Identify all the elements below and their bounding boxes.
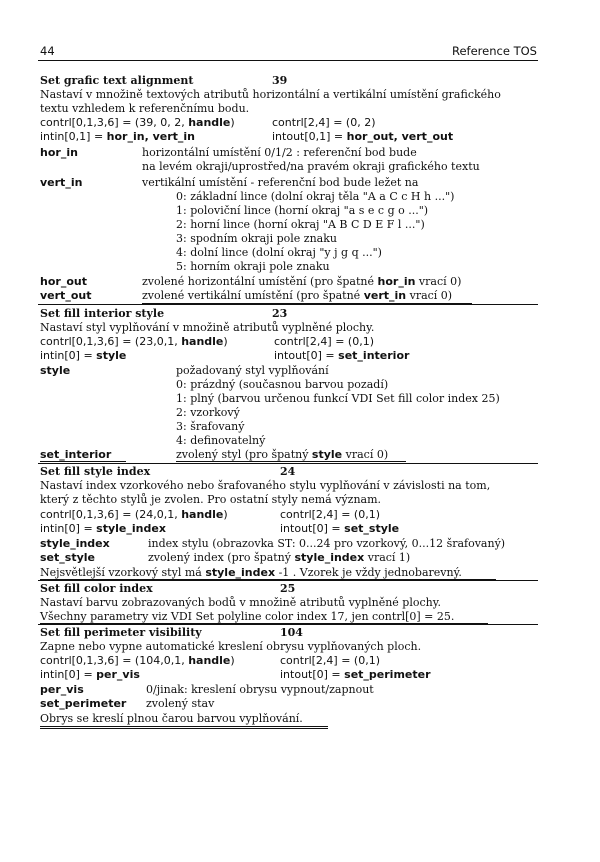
opcode: 104: [280, 626, 303, 639]
contrl-output: contrl[2,4] = (0,1): [280, 654, 381, 667]
param-desc: zvolené horizontální umístění (pro špatné hor_in vrací 0): [142, 275, 462, 288]
intout-line: intout[0,1] = hor_out, vert_out: [272, 130, 454, 143]
description-line: Všechny parametry viz VDI Set polyline color index 17, jen contrl[0] = 25.: [40, 610, 455, 623]
contrl-input: contrl[0,1,3,6] = (23,0,1, handle): [40, 335, 228, 348]
option-item: 2: horní lince (horní okraj "A B C D E F l ..."): [176, 218, 425, 231]
description-line: Zapne nebo vypne automatické kreslení obrysu vyplňovaných ploch.: [40, 640, 422, 653]
contrl-input: contrl[0,1,3,6] = (104,0,1, handle): [40, 654, 235, 667]
section-title: Set grafic text alignment: [40, 74, 194, 87]
contrl-output: contrl[2,4] = (0,1): [274, 335, 375, 348]
note-line: Obrys se kreslí plnou čarou barvou vyplňování.: [40, 712, 303, 725]
underline: [40, 726, 328, 727]
intout-line: intout[0] = set_interior: [274, 349, 410, 362]
opcode: 24: [280, 465, 296, 478]
option-item: 4: definovatelný: [176, 434, 266, 447]
section-title: Set fill color index: [40, 582, 153, 595]
intout-line: intout[0] = set_perimeter: [280, 668, 431, 681]
underline: [40, 728, 328, 729]
section-title: Set fill perimeter visibility: [40, 626, 202, 639]
option-item: 4: dolní lince (dolní okraj "y j g q ..."): [176, 246, 382, 259]
param-name: style_index: [40, 537, 110, 550]
option-item: 3: spodním okraji pole znaku: [176, 232, 337, 245]
description-line: který z těchto stylů je zvolen. Pro ostatní styly nemá význam.: [40, 493, 382, 506]
param-name: vert_out: [40, 289, 92, 302]
param-desc: na levém okraji/uprostřed/na pravém okraji grafického textu: [142, 160, 480, 173]
option-item: 1: plný (barvou určenou funkcí VDI Set fill color index 25): [176, 392, 500, 405]
param-name: hor_out: [40, 275, 87, 288]
contrl-output: contrl[2,4] = (0, 2): [272, 116, 376, 129]
param-desc: horizontální umístění 0/1/2 : referenční bod bude: [142, 146, 417, 159]
section-rule: [38, 580, 538, 581]
contrl-input: contrl[0,1,3,6] = (39, 0, 2, handle): [40, 116, 235, 129]
contrl-output: contrl[2,4] = (0,1): [280, 508, 381, 521]
param-name: per_vis: [40, 683, 84, 696]
param-name: vert_in: [40, 176, 83, 189]
opcode: 23: [272, 307, 288, 320]
param-desc: 0/jinak: kreslení obrysu vypnout/zapnout: [146, 683, 374, 696]
intin-line: intin[0] = per_vis: [40, 668, 140, 681]
param-desc: vertikální umístění - referenční bod bude ležet na: [142, 176, 419, 189]
intout-line: intout[0] = set_style: [280, 522, 400, 535]
param-desc: zvolený styl (pro špatný style vrací 0): [176, 448, 389, 461]
intin-line: intin[0] = style: [40, 349, 127, 362]
option-item: 0: prázdný (současnou barvou pozadí): [176, 378, 389, 391]
description-line: Nastaví v množině textových atributů horizontální a vertikální umístění grafického: [40, 88, 501, 101]
param-desc: zvolené vertikální umístění (pro špatné vert_in vrací 0): [142, 289, 453, 302]
underline: [40, 461, 126, 462]
param-desc: zvolený index (pro špatný style_index vrací 1): [148, 551, 411, 564]
option-item: 2: vzorkový: [176, 406, 240, 419]
param-desc: index stylu (obrazovka ST: 0...24 pro vzorkový, 0...12 šrafovaný): [148, 537, 506, 550]
section-rule: [38, 304, 538, 305]
param-name: style: [40, 364, 71, 377]
param-name: set_interior: [40, 448, 112, 461]
option-item: 1: poloviční lince (horní okraj "a s e c g o ..."): [176, 204, 429, 217]
description-line: Nastaví barvu zobrazovaných bodů v množině atributů vyplněné plochy.: [40, 596, 441, 609]
header-rule: [38, 60, 538, 61]
param-name: hor_in: [40, 146, 78, 159]
option-item: 0: základní lince (dolní okraj těla "A a C c H h ..."): [176, 190, 455, 203]
intin-line: intin[0] = style_index: [40, 522, 166, 535]
note-line: Nejsvětlejší vzorkový styl má style_index -1 . Vzorek je vždy jednobarevný.: [40, 566, 462, 579]
contrl-input: contrl[0,1,3,6] = (24,0,1, handle): [40, 508, 228, 521]
description-line: Nastaví styl vyplňování v množině atributů vyplněné plochy.: [40, 321, 375, 334]
underline: [176, 461, 406, 462]
section-title: Set fill interior style: [40, 307, 165, 320]
param-name: set_style: [40, 551, 95, 564]
param-desc: zvolený stav: [146, 697, 215, 710]
section-rule: [38, 463, 538, 464]
option-item: 3: šrafovaný: [176, 420, 245, 433]
param-name: set_perimeter: [40, 697, 127, 710]
param-desc: požadovaný styl vyplňování: [176, 364, 329, 377]
opcode: 25: [280, 582, 296, 595]
opcode: 39: [272, 74, 288, 87]
description-line: Nastaví index vzorkového nebo šrafovaného stylu vyplňování v závislosti na tom,: [40, 479, 491, 492]
description-line: textu vzhledem k referenčnímu bodu.: [40, 102, 250, 115]
intin-line: intin[0,1] = hor_in, vert_in: [40, 130, 195, 143]
page-number: 44: [40, 44, 55, 58]
section-title: Set fill style index: [40, 465, 151, 478]
running-title: Reference TOS: [452, 44, 537, 58]
option-item: 5: horním okraji pole znaku: [176, 260, 330, 273]
section-rule: [38, 624, 538, 625]
